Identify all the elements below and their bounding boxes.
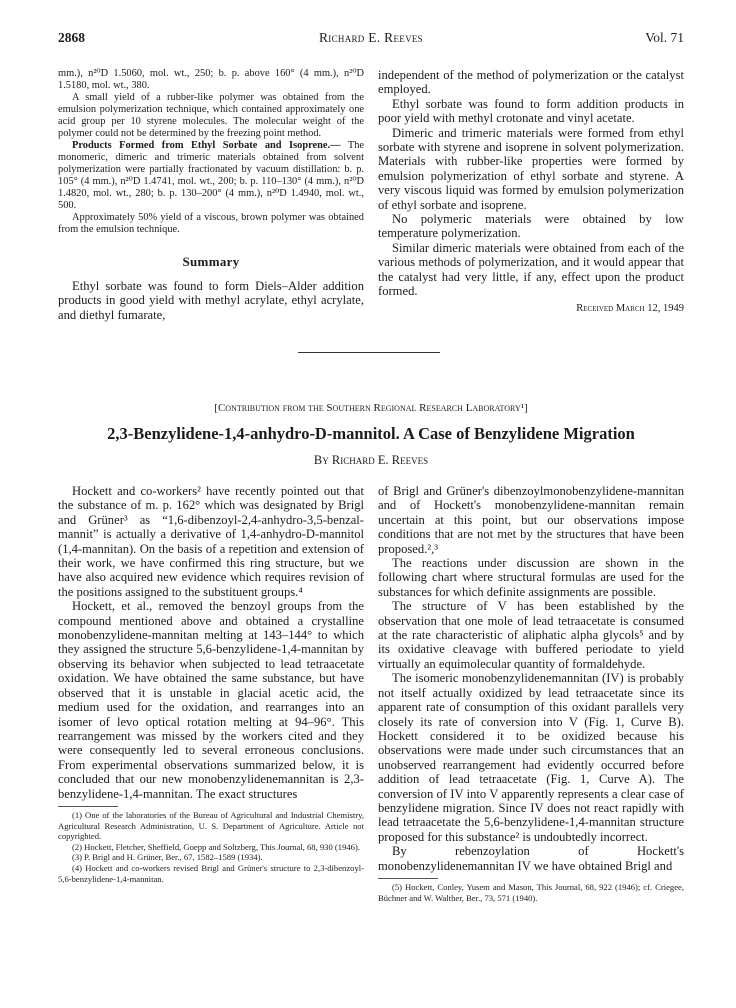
paragraph: The structure of V has been established by the observation that one mole of lead tetraacetate is consumed at the rate characteristic of aliphatic alpha glycols⁵ and by its oxidative cleavage with buffered periodate to yield virtually an equimolecular quantity of formaldehyde. [378,599,684,671]
footnote: (1) One of the laboratories of the Bureau of Agricultural and Industrial Chemistry, Agricultural Research Administration, U. S. Department of Agriculture. Article not copyrighted. [58,809,364,842]
running-header [58,30,684,50]
paragraph: The reactions under discussion are shown in the following chart where structural formulas are used for the substances for which definite assignments are possible. [378,556,684,599]
footnote: (4) Hockett and co-workers revised Brigl and Grüner's structure to 2,3-dibenzoyl-5,6-benzylidene-1,4-mannitan. [58,862,364,884]
paragraph: Approximately 50% yield of a viscous, brown polymer was obtained from the emulsion technique. [58,212,364,235]
footnote: (2) Hockett, Fletcher, Sheffield, Goepp and Soltzberg, This Journal, 68, 930 (1946). [72,841,360,852]
byline: By Richard E. Reeves [313,453,429,467]
contribution-line: [Contribution from the Southern Regional Research Laboratory¹] [214,402,528,414]
summary-heading: Summary [182,254,240,269]
bottom-right-column [378,484,684,903]
paragraph: No polymeric materials were obtained by low temperature polymerization. [378,212,684,241]
top-right-column [378,68,684,316]
footnote: (5) Hockett, Conley, Yusem and Mason, This Journal, 68, 922 (1946); cf. Criegee, Büchner and W. Walther, Ber., 73, 571 (1940). [378,881,684,903]
running-author: Richard E. Reeves [319,30,423,45]
article-title: 2,3-Benzylidene-1,4-anhydro-D-mannitol. A Case of Benzylidene Migration [107,424,635,443]
paragraph: Hockett, et al., removed the benzoyl groups from the compound mentioned above and obtained a crystalline monobenzylidene-mannitan melting at 143–144° to which they assigned the structure 5,6-benzylidene-1,4-mannitan by observing its behavior when subjected to lead tetraacetate oxidation. We have obtained the same substance, but have observed that it is unstable in glacial acetic acid, the medium used for the oxidation, and rearranges into an isomer of levo optical rotation melting at 94–96°. This rearrangement was missed by the workers cited and they were consequently led to several erroneous conclusions. From experimental observations summarized below, it is concluded that our new monobenzylidenemannitan is 2,3-benzylidene-1,4-mannitan. The exact structures [58,599,364,801]
paragraph: mm.), n²⁰D 1.5060, mol. wt., 250; b. p. above 160° (4 mm.), n²⁰D 1.5180, mol. wt., 380. [58,68,364,91]
footnote: (3) P. Brigl and H. Grüner, Ber., 67, 1582–1589 (1934). [72,852,263,863]
section-divider [298,352,440,353]
volume-label: Vol. 71 [645,30,684,45]
paragraph: By rebenzoylation of Hockett's monobenzylidenemannitan IV we have obtained Brigl and [378,844,684,873]
paragraph [58,140,364,212]
received-date: Received March 12, 1949 [576,302,684,314]
summary-paragraph: Ethyl sorbate was found to form Diels–Alder addition products in good yield with methyl acrylate, ethyl acrylate, and diethyl fumarate, [58,279,364,322]
bottom-left-column [58,484,364,884]
paragraph: independent of the method of polymerization or the catalyst employed. [378,68,684,97]
paragraph: Dimeric and trimeric materials were formed from ethyl sorbate with styrene and isoprene in solvent polymerization. Materials with rubber-like properties were formed by emulsion polymerization of ethyl sorbate and styrene. A very viscous liquid was formed by emulsion polymerization of ethyl sorbate and isoprene. [378,125,684,212]
paragraph-text: The monomeric, dimeric and trimeric materials obtained from solvent polymerization were partially fractionated by vacuum distillation: b. p. 105° (4 mm.), n²⁰D 1.4741, mol. wt., 200; b. p. 110–130° (4 mm.), n²⁰D 1.4820, mol. wt., 280; b. p. 130–200° (4 mm.), n²⁰D 1.4940, mol. wt., 500. [58,140,364,211]
paragraph: The isomeric monobenzylidenemannitan (IV) is probably not itself actually oxidized by lead tetraacetate since its apparent rate of consumption of this oxidant parallels very closely its rate of conversion into V (Fig. 1, Curve B). Hockett considered it to be oxidized because his observations were made under such circumstances that an unobserved rearrangement had evidently occurred before addition of lead tetraacetate (Fig. 1, Curve A). The conversion of IV into V apparently represents a clear case of benzylidene migration. Since IV does not react rapidly with lead tetraacetate the 5,6-benzylidene-1,4-mannitan structure proposed for this substance² is undoubtedly incorrect. [378,671,684,844]
paragraph: Similar dimeric materials were obtained from each of the various methods of polymerization, and it would appear that the catalyst had very little, if any, effect upon the product formed. [378,240,684,299]
paragraph: of Brigl and Grüner's dibenzoylmonobenzylidene-mannitan and of Hockett's monobenzylidene-mannitan remain uncertain at this point, but our observations impose conditions that are not met by the structures that have been proposed.²,³ [378,484,684,556]
paragraph: A small yield of a rubber-like polymer was obtained from the emulsion polymerization technique, which contained approximately one acid group per 10 styrene molecules. The molecular weight of the polymer could not be determined by the freezing point method. [58,92,364,139]
top-left-column [58,68,364,322]
paragraph: Ethyl sorbate was found to form addition products in poor yield with methyl crotonate and vinyl acetate. [378,96,684,126]
paragraph: Hockett and co-workers² have recently pointed out that the substance of m. p. 162° which was designated by Brigl and Grüner³ as “1,6-dibenzoyl-2,4-anhydro-3,5-benzal-mannit” is actually a derivative of 1,4-anhydro-D-mannitol (1,4-mannitan). On the basis of a repetition and extension of their work, we have confirmed this ring structure, but we have also acquired new evidence which requires revision of the positions assigned to the substituent groups.⁴ [58,484,364,599]
footnote-rule [378,878,438,879]
page-number: 2868 [58,30,85,45]
footnote-rule [58,806,118,807]
run-in-heading: Products Formed from Ethyl Sorbate and Isoprene.— [72,140,341,151]
